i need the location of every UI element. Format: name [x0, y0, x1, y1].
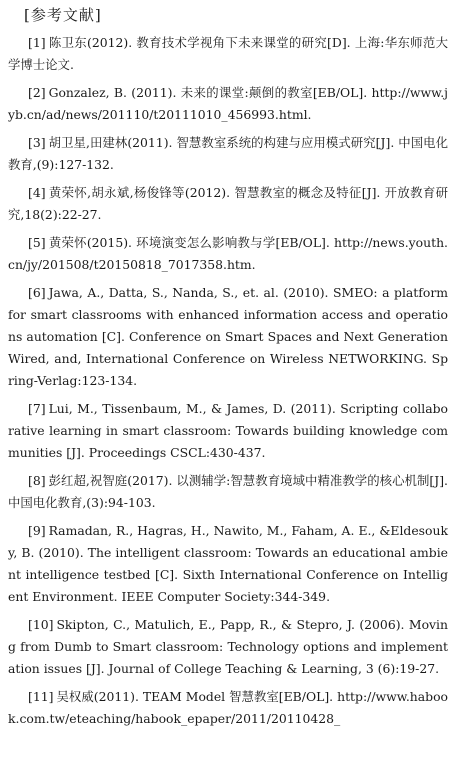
reference-number: [10] [28, 617, 54, 632]
reference-number: [1] [28, 35, 46, 50]
reference-text: 吴权威(2011). TEAM Model 智慧教室[EB/OL]. http://www.habook.com.tw/eteaching/habook_epaper/2011/20110428_ [8, 689, 448, 726]
reference-text: 黄荣怀,胡永斌,杨俊锋等(2012). 智慧教室的概念及特征[J]. 开放教育研究,18(2):22-27. [8, 185, 448, 222]
reference-text: Lui, M., Tissenbaum, M., & James, D. (2011). Scripting collaborative learning in smart classroom: Towards building knowledge communities [J]. Proceedings CSCL:430-437. [8, 401, 448, 460]
reference-item [8, 182, 448, 226]
reference-text: 胡卫星,田建林(2011). 智慧教室系统的构建与应用模式研究[J]. 中国电化教育,(9):127-132. [8, 135, 448, 172]
reference-list [8, 32, 448, 730]
reference-number: [11] [28, 689, 54, 704]
reference-text: Ramadan, R., Hagras, H., Nawito, M., Faham, A. E., &Eldesouky, B. (2010). The intelligent classroom: Towards an educational ambient intelligence testbed [C]. Sixth International Conference on Intelligent Environment. IEEE Computer Society:344-349. [8, 523, 448, 604]
reference-number: [6] [28, 285, 46, 300]
reference-text: 彭红超,祝智庭(2017). 以测辅学:智慧教育境域中精准教学的核心机制[J]. 中国电化教育,(3):94-103. [8, 473, 448, 510]
references-page [8, 4, 448, 736]
reference-item [8, 686, 448, 730]
reference-number: [8] [28, 473, 46, 488]
reference-text: Jawa, A., Datta, S., Nanda, S., et. al. (2010). SMEO: a platform for smart classrooms with enhanced information access and operations automation [C]. Conference on Smart Spaces and Next Generation Wired, and, International Conference on Wireless NETWORKING. Spring-Verlag:123-134. [8, 285, 448, 388]
references-heading: [参考文献] [24, 6, 102, 24]
reference-number: [4] [28, 185, 46, 200]
reference-item [8, 520, 448, 608]
reference-number: [2] [28, 85, 46, 100]
reference-number: [5] [28, 235, 46, 250]
reference-item [8, 232, 448, 276]
reference-number: [3] [28, 135, 46, 150]
reference-text: Skipton, C., Matulich, E., Papp, R., & Stepro, J. (2006). Moving from Dumb to Smart classroom: Technology options and implementation issues [J]. Journal of College Teaching & Learning, 3 (6):19-27. [8, 617, 448, 676]
reference-item [8, 32, 448, 76]
reference-number: [9] [28, 523, 46, 538]
reference-item [8, 398, 448, 464]
reference-text: Gonzalez, B. (2011). 未来的课堂:颠倒的教室[EB/OL]. http://www.jyb.cn/ad/news/201110/t20111010_456993.html. [8, 85, 448, 122]
reference-item [8, 470, 448, 514]
reference-text: 黄荣怀(2015). 环境演变怎么影响教与学[EB/OL]. http://news.youth.cn/jy/201508/t20150818_7017358.htm. [8, 235, 448, 272]
reference-item [8, 132, 448, 176]
reference-text: 陈卫东(2012). 教育技术学视角下未来课堂的研究[D]. 上海:华东师范大学博士论文. [8, 35, 448, 72]
reference-number: [7] [28, 401, 46, 416]
reference-item [8, 282, 448, 392]
reference-item [8, 614, 448, 680]
reference-item [8, 82, 448, 126]
